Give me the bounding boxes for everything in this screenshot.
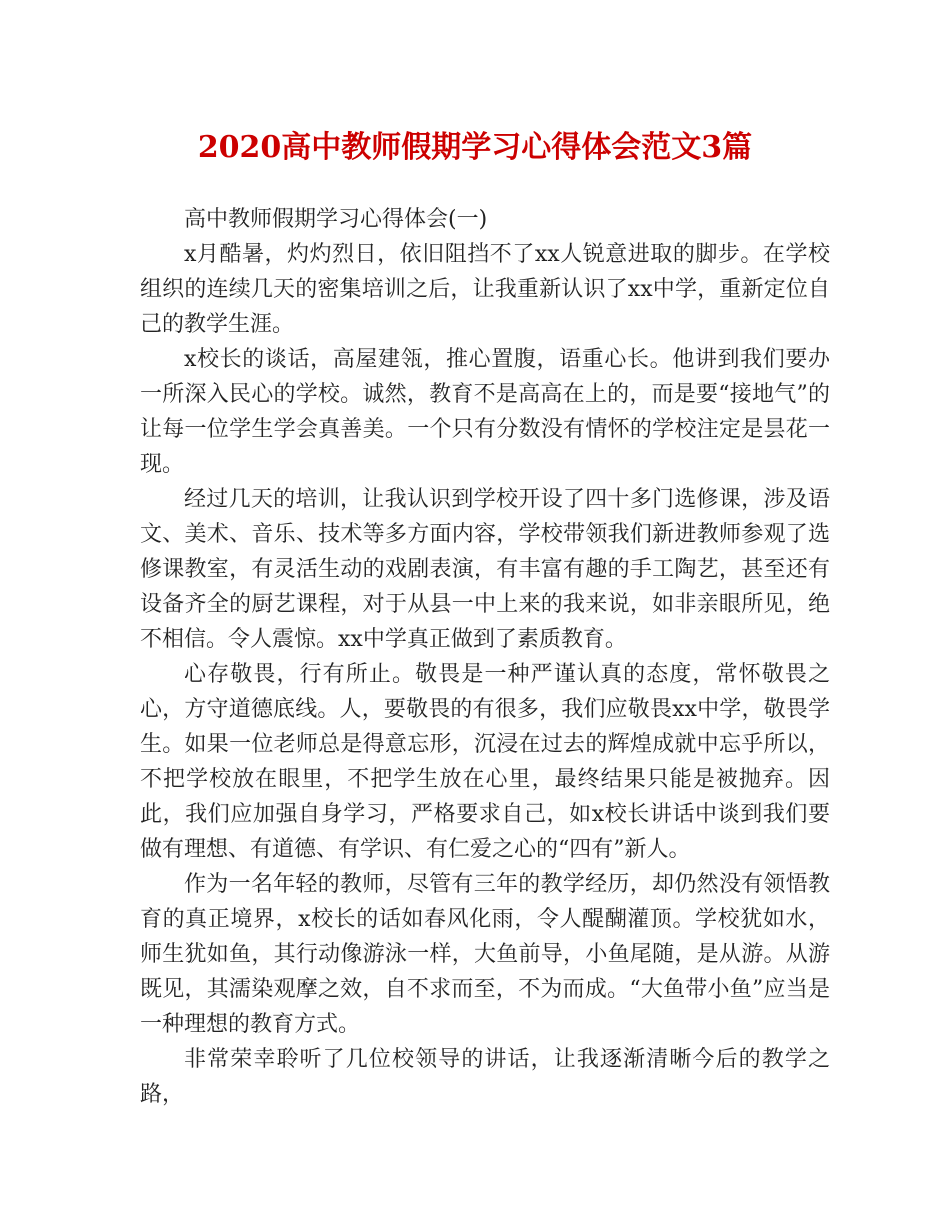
paragraph-4: 心存敬畏，行有所止。敬畏是一种严谨认真的态度，常怀敬畏之心，方守道德底线。人，要敬畏的有很多，我们应敬畏xx中学，敬畏学生。如果一位老师总是得意忘形，沉浸在过去的辉煌成就中忘乎所以，不把学校放在眼里，不把学生放在心里，最终结果只能是被抛弃。因此，我们应加强自身学习，严格要求自己，如x校长讲话中谈到我们要做有理想、有道德、有学识、有仁爱之心的“四有”新人。 xyxy=(140,662,830,862)
paragraph-2: x校长的谈话，高屋建瓴，推心置腹，语重心长。他讲到我们要办一所深入民心的学校。诚然，教育不是高高在上的，而是要“接地气”的让每一位学生学会真善美。一个只有分数没有情怀的学校注定是昙花一现。 xyxy=(140,347,830,477)
document-title: 2020高中教师假期学习心得体会范文3篇 xyxy=(197,130,753,165)
document-body xyxy=(140,202,830,1112)
paragraph-5: 作为一名年轻的教师，尽管有三年的教学经历，却仍然没有领悟教育的真正境界，x校长的话如春风化雨，令人醍醐灌顶。学校犹如水，师生犹如鱼，其行动像游泳一样，大鱼前导，小鱼尾随，是从游。从游既见，其濡染观摩之效，自不求而至，不为而成。“大鱼带小鱼”应当是一种理想的教育方式。 xyxy=(140,872,830,1037)
section-heading: 高中教师假期学习心得体会(一) xyxy=(184,207,488,232)
paragraph-3: 经过几天的培训，让我认识到学校开设了四十多门选修课，涉及语文、美术、音乐、技术等多方面内容，学校带领我们新进教师参观了选修课教室，有灵活生动的戏剧表演，有丰富有趣的手工陶艺，甚至还有设备齐全的厨艺课程，对于从县一中上来的我来说，如非亲眼所见，绝不相信。令人震惊。xx中学真正做到了素质教育。 xyxy=(140,487,830,652)
paragraph-6: 非常荣幸聆听了几位校领导的讲话，让我逐渐清晰今后的教学之路， xyxy=(140,1047,830,1107)
paragraph-1: x月酷暑，灼灼烈日，依旧阻挡不了xx人锐意进取的脚步。在学校组织的连续几天的密集培训之后，让我重新认识了xx中学，重新定位自己的教学生涯。 xyxy=(140,242,830,337)
